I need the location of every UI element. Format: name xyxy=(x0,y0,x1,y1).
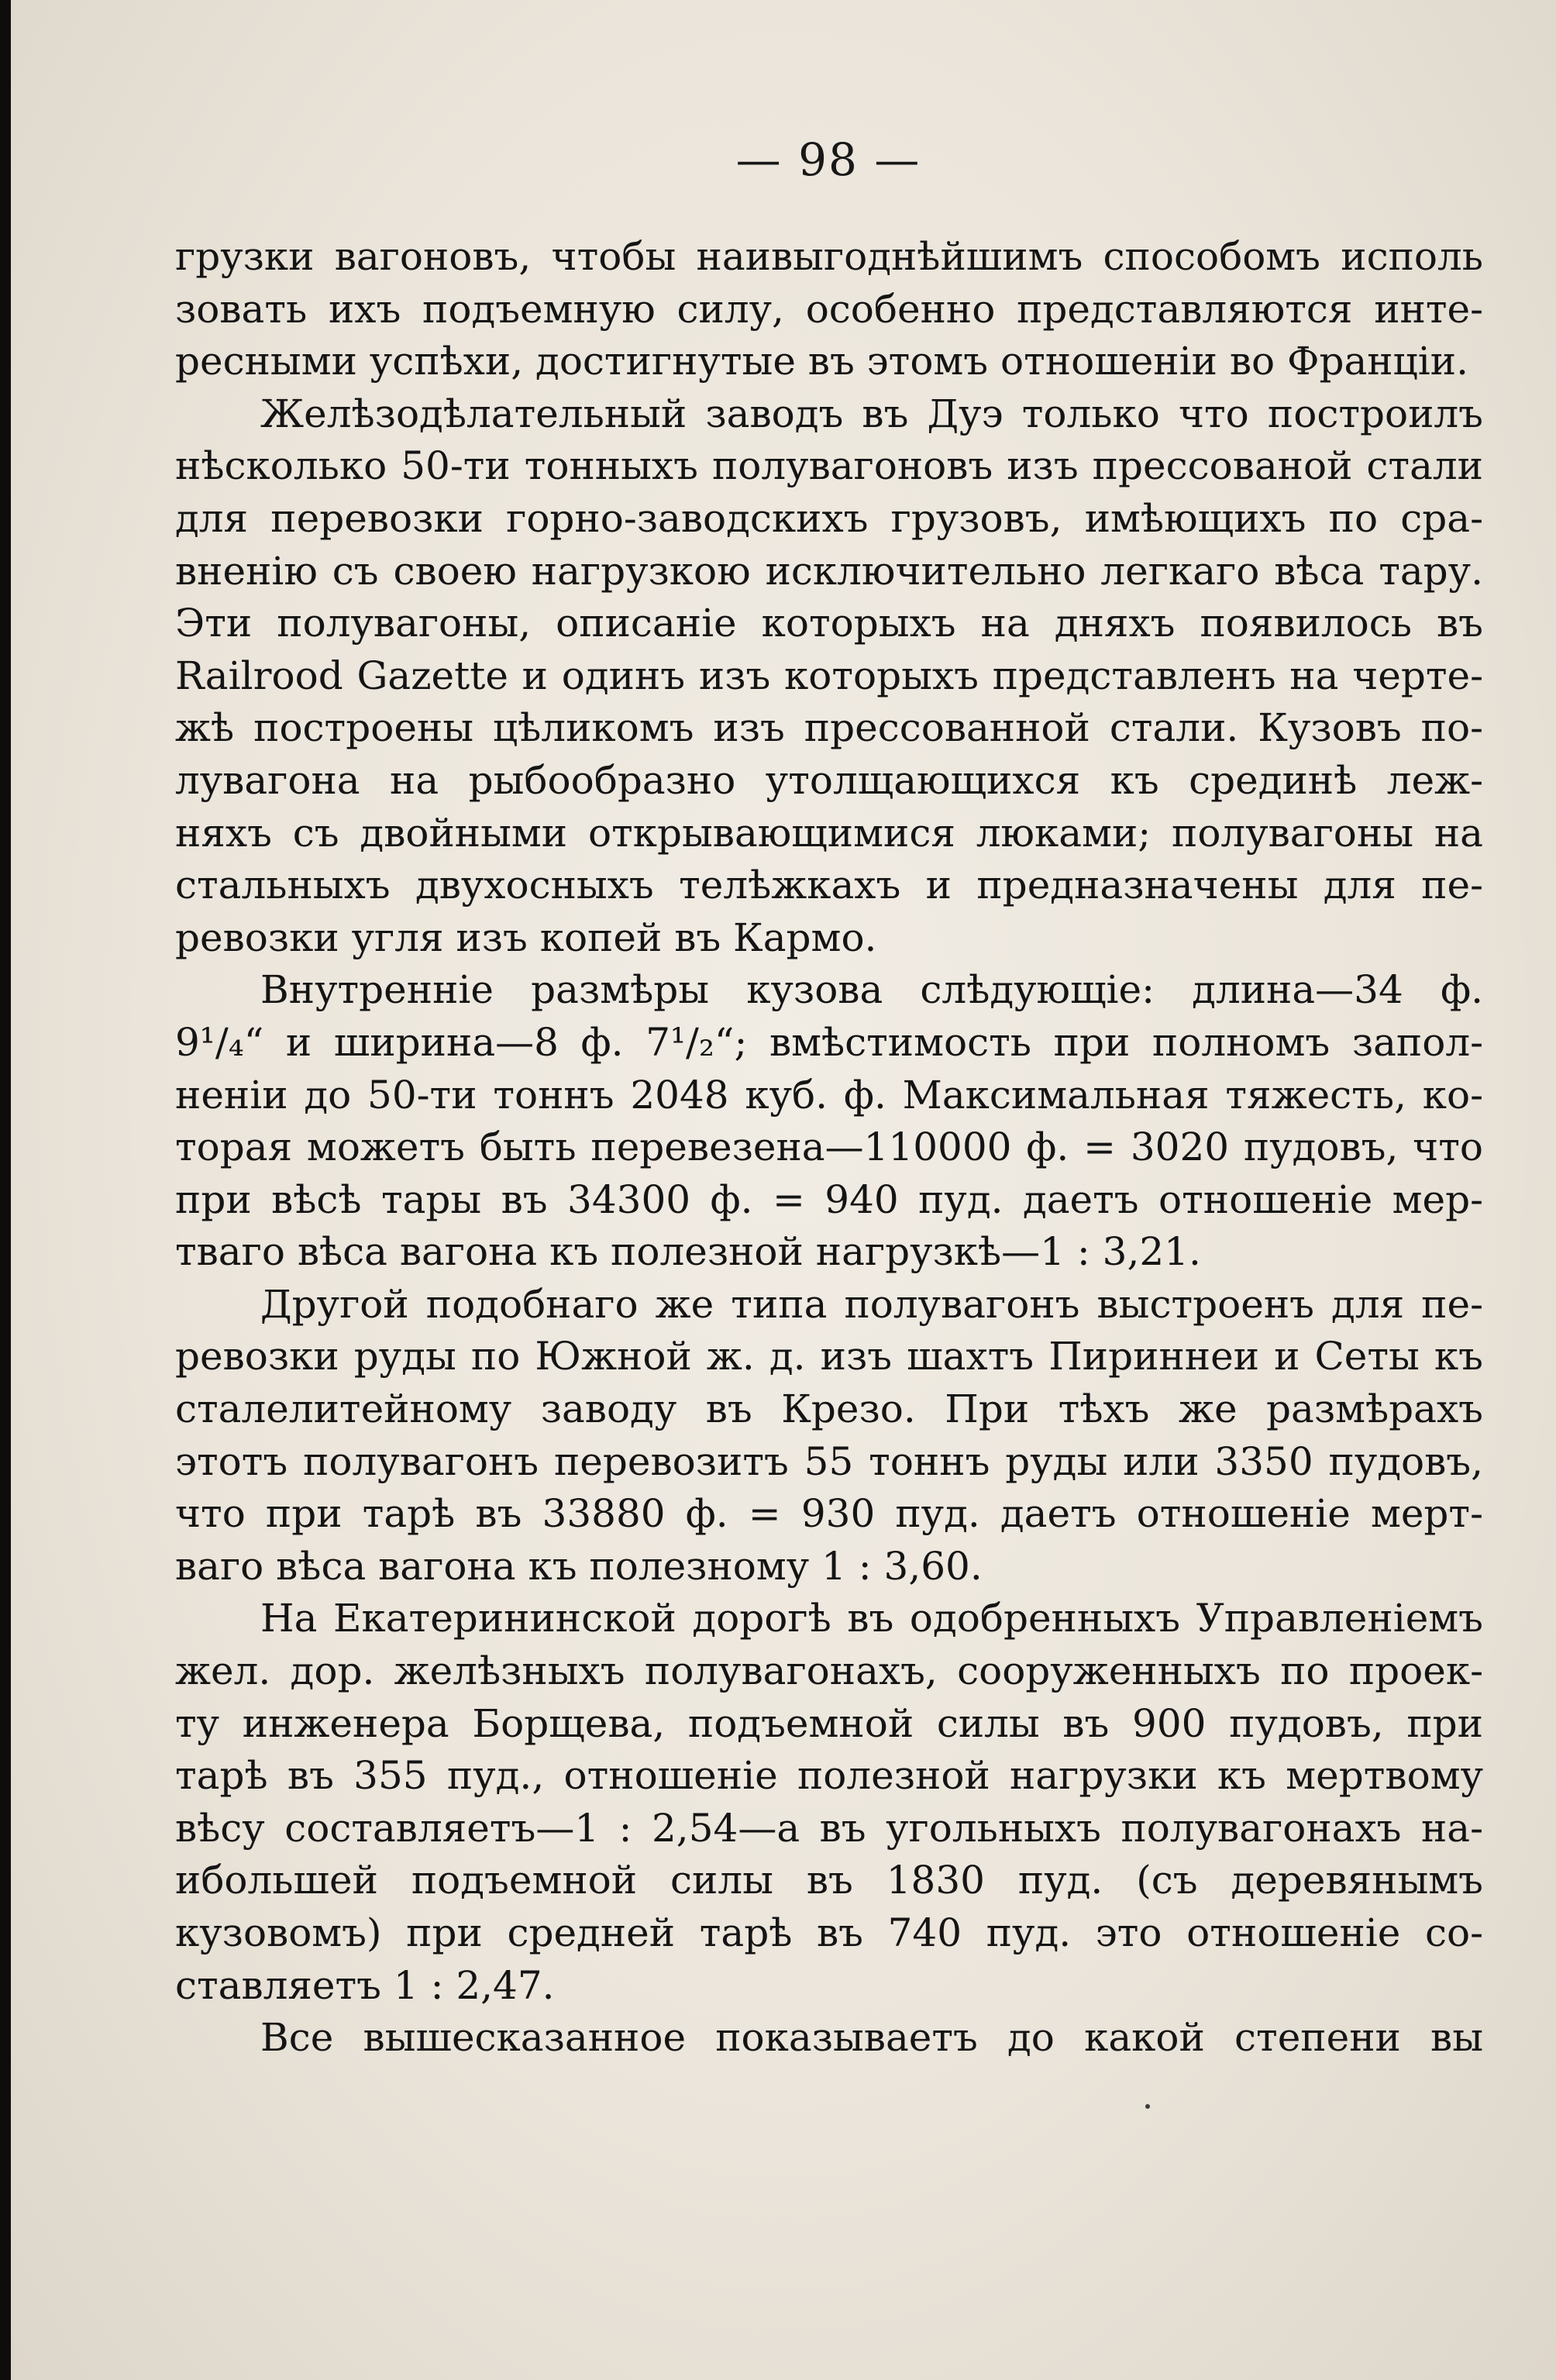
text-line: Другой подобнаго же типа полувагонъ выстроенъ для пе- xyxy=(260,1281,1483,1327)
body-text xyxy=(175,231,1483,2065)
text-line: при вѣсѣ тары въ 34300 ф. = 940 пуд. даетъ отношенiе мер- xyxy=(175,1176,1483,1222)
text-line: ставляетъ 1 : 2,47. xyxy=(175,1962,555,2008)
text-line: 9¹/₄“ и ширина—8 ф. 7¹/₂“; вмѣстимость при полномъ запол- xyxy=(175,1019,1483,1065)
text-line: ревозки руды по Южной ж. д. изъ шахтъ Пириннеи и Сеты къ xyxy=(175,1334,1483,1379)
print-speck xyxy=(1145,2104,1150,2109)
text-line: Все вышесказанное показываетъ до какой степени вы xyxy=(260,2015,1483,2061)
text-line: ревозки угля изъ копей въ Кармо. xyxy=(175,914,877,960)
text-line: кузовомъ) при средней тарѣ въ 740 пуд. это отношенiе со- xyxy=(175,1910,1483,1955)
text-line: вненiю съ своею нагрузкою исключительно легкаго вѣса тару. xyxy=(175,548,1483,594)
text-line: ненiи до 50-ти тоннъ 2048 куб. ф. Максимальная тяжесть, ко- xyxy=(175,1072,1483,1118)
page-number: — 98 — xyxy=(735,133,921,186)
text-line: Желѣзодѣлательный заводъ въ Дуэ только что построилъ xyxy=(260,391,1483,436)
text-line: ибольшей подъемной силы въ 1830 пуд. (съ деревянымъ xyxy=(175,1858,1483,1903)
text-line: ресными успѣхи, достигнутые въ этомъ отношенiи во Францiи. xyxy=(175,339,1468,384)
text-line: тарѣ въ 355 пуд., отношенiе полезной нагрузки къ мертвому xyxy=(175,1753,1483,1799)
text-line: жел. дор. желѣзныхъ полувагонахъ, сооруженныхъ по проек- xyxy=(175,1648,1483,1694)
text-line: тваго вѣса вагона къ полезной нагрузкѣ—1 : 3,21. xyxy=(175,1229,1201,1275)
text-line: сталелитейному заводу въ Крезо. При тѣхъ же размѣрахъ xyxy=(175,1386,1483,1432)
text-line: нѣсколько 50-ти тонныхъ полувагоновъ изъ прессованой стали xyxy=(175,443,1483,489)
text-line: На Екатерининской дорогѣ въ одобренныхъ Управленiемъ xyxy=(260,1596,1483,1641)
text-line: ваго вѣса вагона къ полезному 1 : 3,60. xyxy=(175,1543,983,1589)
text-line: зовать ихъ подъемную силу, особенно представляются инте- xyxy=(175,286,1483,332)
text-line: стальныхъ двухосныхъ телѣжкахъ и предназначены для пе- xyxy=(175,863,1483,908)
text-line: что при тарѣ въ 33880 ф. = 930 пуд. даетъ отношенiе мерт- xyxy=(175,1491,1483,1537)
text-line: Эти полувагоны, описанiе которыхъ на дняхъ появилось въ xyxy=(175,601,1483,646)
book-page xyxy=(11,0,1556,2380)
text-line: ту инженера Борщева, подъемной силы въ 900 пудовъ, при xyxy=(175,1700,1483,1746)
text-line: вѣсу составляетъ—1 : 2,54—а въ угольныхъ полувагонахъ на- xyxy=(175,1805,1483,1851)
text-line: Внутреннiе размѣры кузова слѣдующiе: длина—34 ф. xyxy=(260,967,1483,1013)
text-line: для перевозки горно-заводскихъ грузовъ, имѣющихъ по сра- xyxy=(175,495,1483,541)
text-line: этотъ полувагонъ перевозитъ 55 тоннъ руды или 3350 пудовъ, xyxy=(175,1438,1483,1484)
text-line: грузки вагоновъ, чтобы наивыгоднѣйшимъ способомъ исполь xyxy=(175,234,1483,279)
text-line: няхъ съ двойными открывающимися люками; полувагоны на xyxy=(175,810,1483,856)
text-line: торая можетъ быть перевезена—110000 ф. = 3020 пудовъ, что xyxy=(175,1125,1483,1170)
text-line: Railrood Gazette и одинъ изъ которыхъ представленъ на черте- xyxy=(175,653,1483,698)
text-line: жѣ построены цѣликомъ изъ прессованной стали. Кузовъ по- xyxy=(175,705,1483,751)
text-line: лувагона на рыбообразно утолщающихся къ срединѣ леж- xyxy=(175,757,1483,803)
